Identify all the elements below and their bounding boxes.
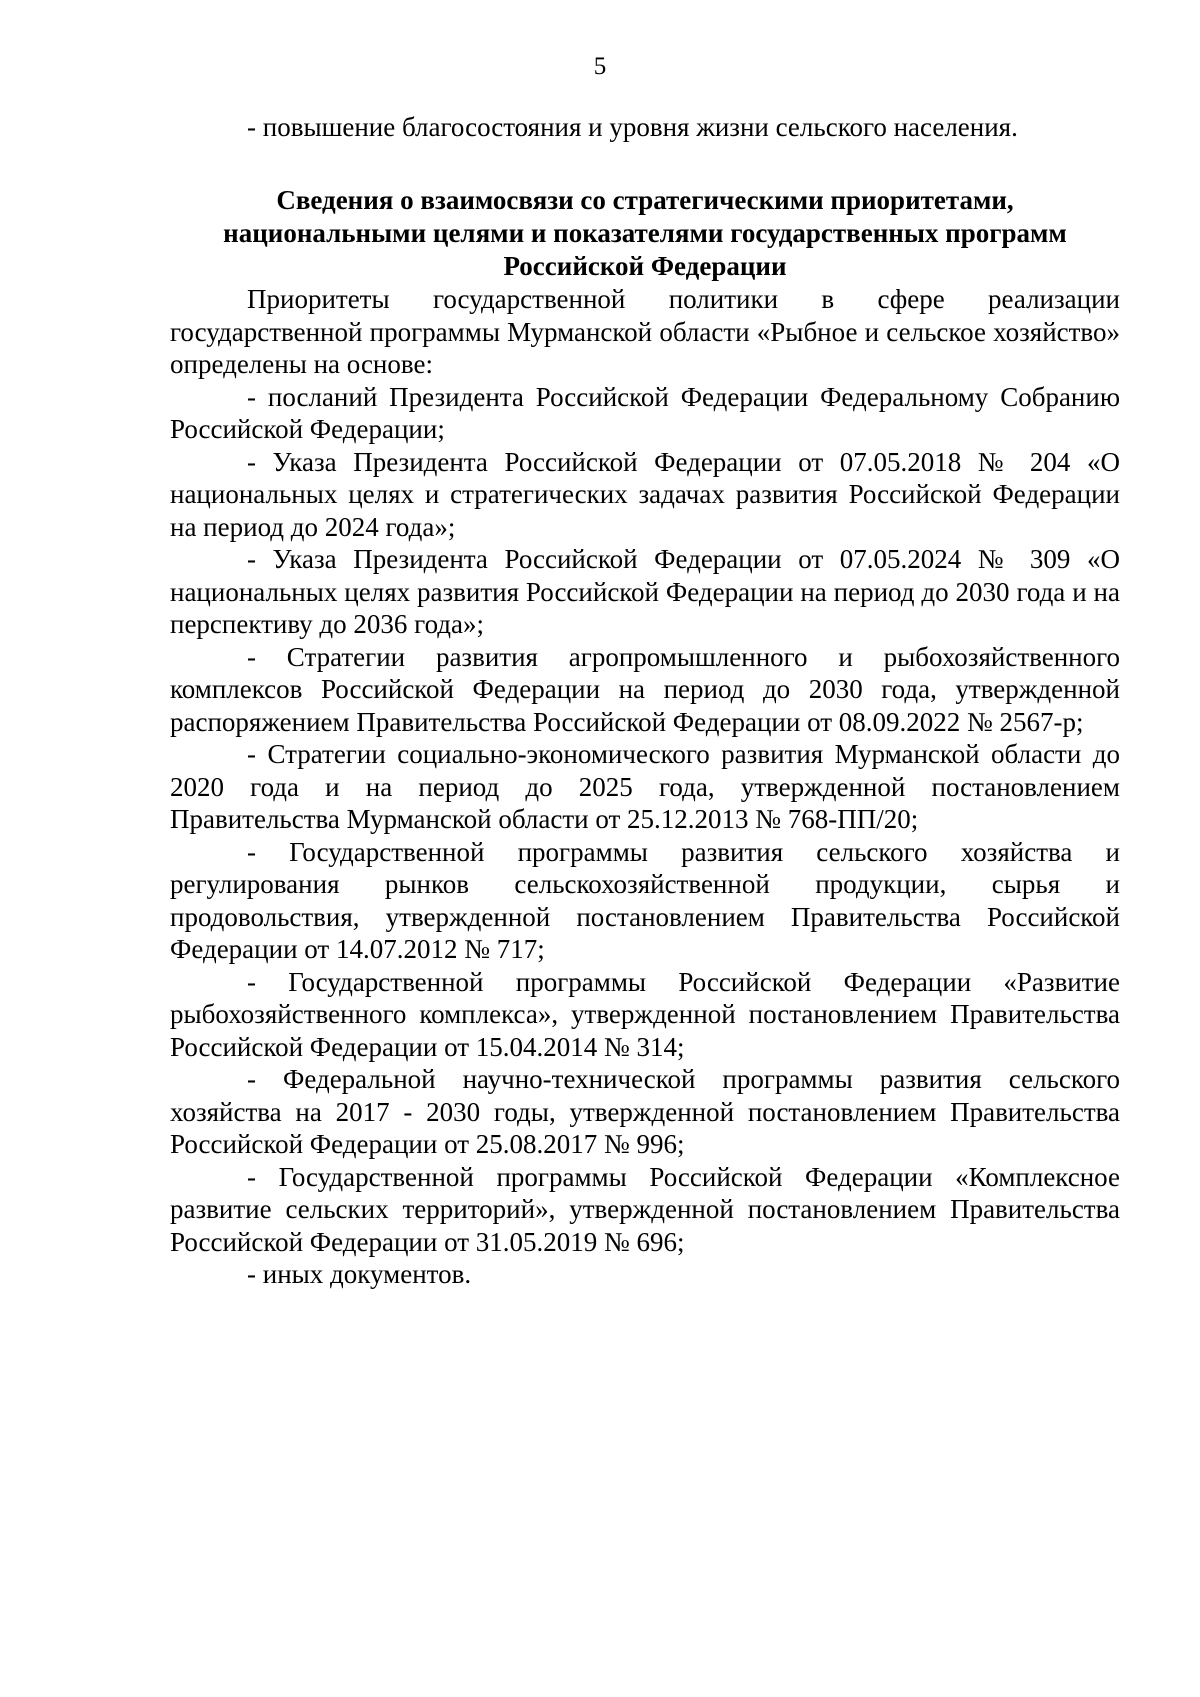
list-item: - иных документов. <box>247 1259 472 1289</box>
intro-bullet: - повышение благосостояния и уровня жизни сельского населения. <box>247 112 1018 142</box>
section-lead-paragraph: Приоритеты государственной политики в сфере реализации государственной программы Мурманской области «Рыбное и сельское хозяйство» определены на основе: <box>170 284 1120 379</box>
list-item: - Стратегии социально-экономического развития Мурманской области до 2020 года и на период до 2025 года, утвержденной постановлением Правительства Мурманской области от 25.12.2013 № 768-ПП/20; <box>170 739 1120 834</box>
section-heading-line: Сведения о взаимосвязи со стратегическими приоритетами, <box>276 185 1014 215</box>
list-item: - Государственной программы Российской Федерации «Комплексное развитие сельских территорий», утвержденной постановлением Правительства Российской Федерации от 31.05.2019 № 696; <box>170 1161 1120 1257</box>
page-number: 5 <box>593 53 607 80</box>
section-heading <box>170 184 1120 283</box>
list-item: - Федеральной научно-технической программы развития сельского хозяйства на 2017 - 2030 годы, утвержденной постановлением Правительства Российской Федерации от 25.08.2017 № 996; <box>170 1064 1120 1159</box>
document-content <box>170 110 1120 1291</box>
list-item: - Государственной программы развития сельского хозяйства и регулирования рынков сельскохозяйственной продукции, сырья и продовольствия, утвержденной постановлением Правительства Российской Федерации от 14.07.2012 № 717; <box>170 836 1120 964</box>
priority-sources-list <box>170 381 1120 1291</box>
section-heading-line: Российской Федерации <box>503 251 787 281</box>
list-item: - Указа Президента Российской Федерации от 07.05.2018 № 204 «О национальных целях и стратегических задачах развития Российской Федерации на период до 2024 года»; <box>170 446 1120 542</box>
section-heading-line: национальными целями и показателями государственных программ <box>223 218 1067 248</box>
list-item: - Государственной программы Российской Федерации «Развитие рыбохозяйственного комплекса», утвержденной постановлением Правительства Российской Федерации от 15.04.2014 № 314; <box>170 966 1120 1062</box>
list-item: - Указа Президента Российской Федерации от 07.05.2024 № 309 «О национальных целях развития Российской Федерации на период до 2030 года и на перспективу до 2036 года»; <box>170 544 1120 639</box>
list-item: - посланий Президента Российской Федерации Федеральному Собранию Российской Федерации; <box>170 381 1120 444</box>
list-item: - Стратегии развития агропромышленного и рыбохозяйственного комплексов Российской Федерации на период до 2030 года, утвержденной распоряжением Правительства Российской Федерации от 08.09.2022 № 2567-р; <box>170 641 1120 737</box>
